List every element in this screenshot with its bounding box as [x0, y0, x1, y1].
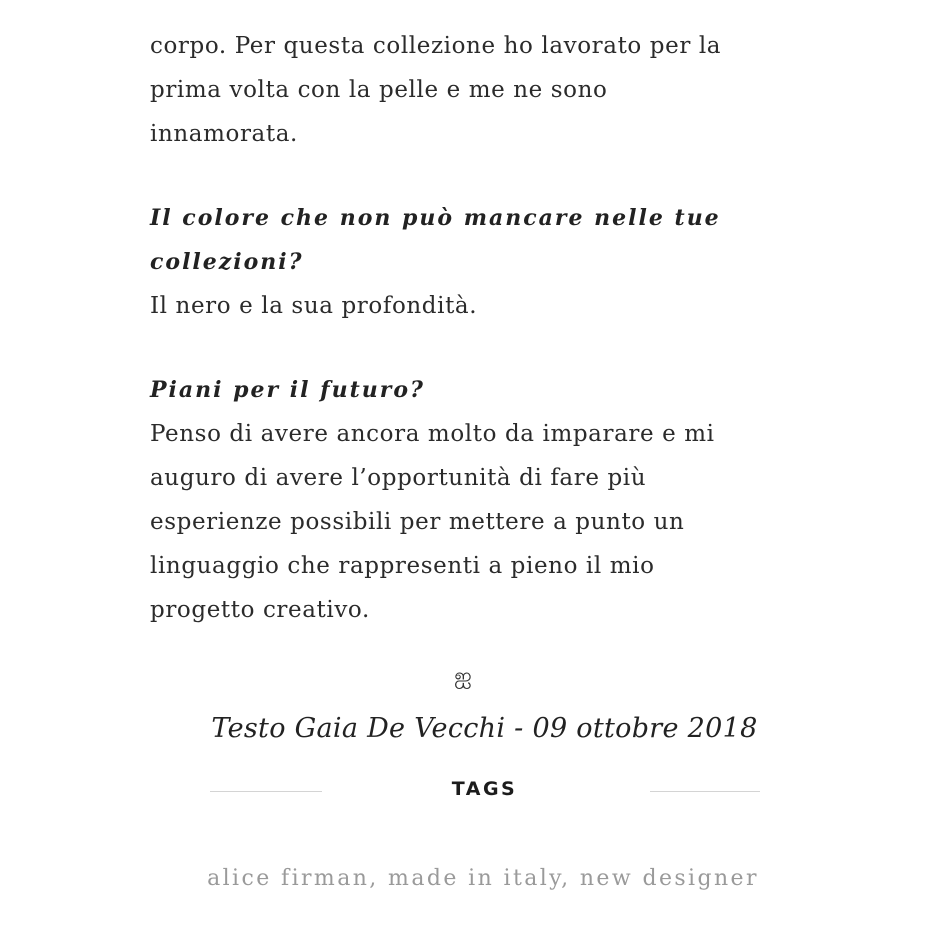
- ornament-divider-icon: ஐ: [454, 664, 473, 689]
- article-body: [150, 24, 810, 632]
- divider-line: [650, 791, 760, 792]
- interview-question: Il colore che non può mancare nelle tue collezioni?: [150, 205, 721, 275]
- interview-question: Piani per il futuro?: [150, 377, 425, 403]
- tag-links[interactable]: alice firman, made in italy, new designer: [207, 866, 759, 891]
- article-credit: Testo Gaia De Vecchi - 09 ottobre 2018: [211, 713, 758, 744]
- tags-header: [0, 778, 927, 806]
- interview-answer: Il nero e la sua profondità.: [150, 293, 478, 319]
- paragraph-spacer: [150, 328, 810, 368]
- interview-answer: Penso di avere ancora molto da imparare e mi auguro di avere l’opportunità di fare più esperienze possibili per mettere a punto un linguaggio che rappresenti a pieno il mio progetto creativo.: [150, 421, 715, 623]
- article-paragraph: corpo. Per questa collezione ho lavorato per la prima volta con la pelle e me ne sono innamorata.: [150, 33, 722, 147]
- paragraph-spacer: [150, 156, 810, 196]
- tags-heading: TAGS: [451, 778, 518, 800]
